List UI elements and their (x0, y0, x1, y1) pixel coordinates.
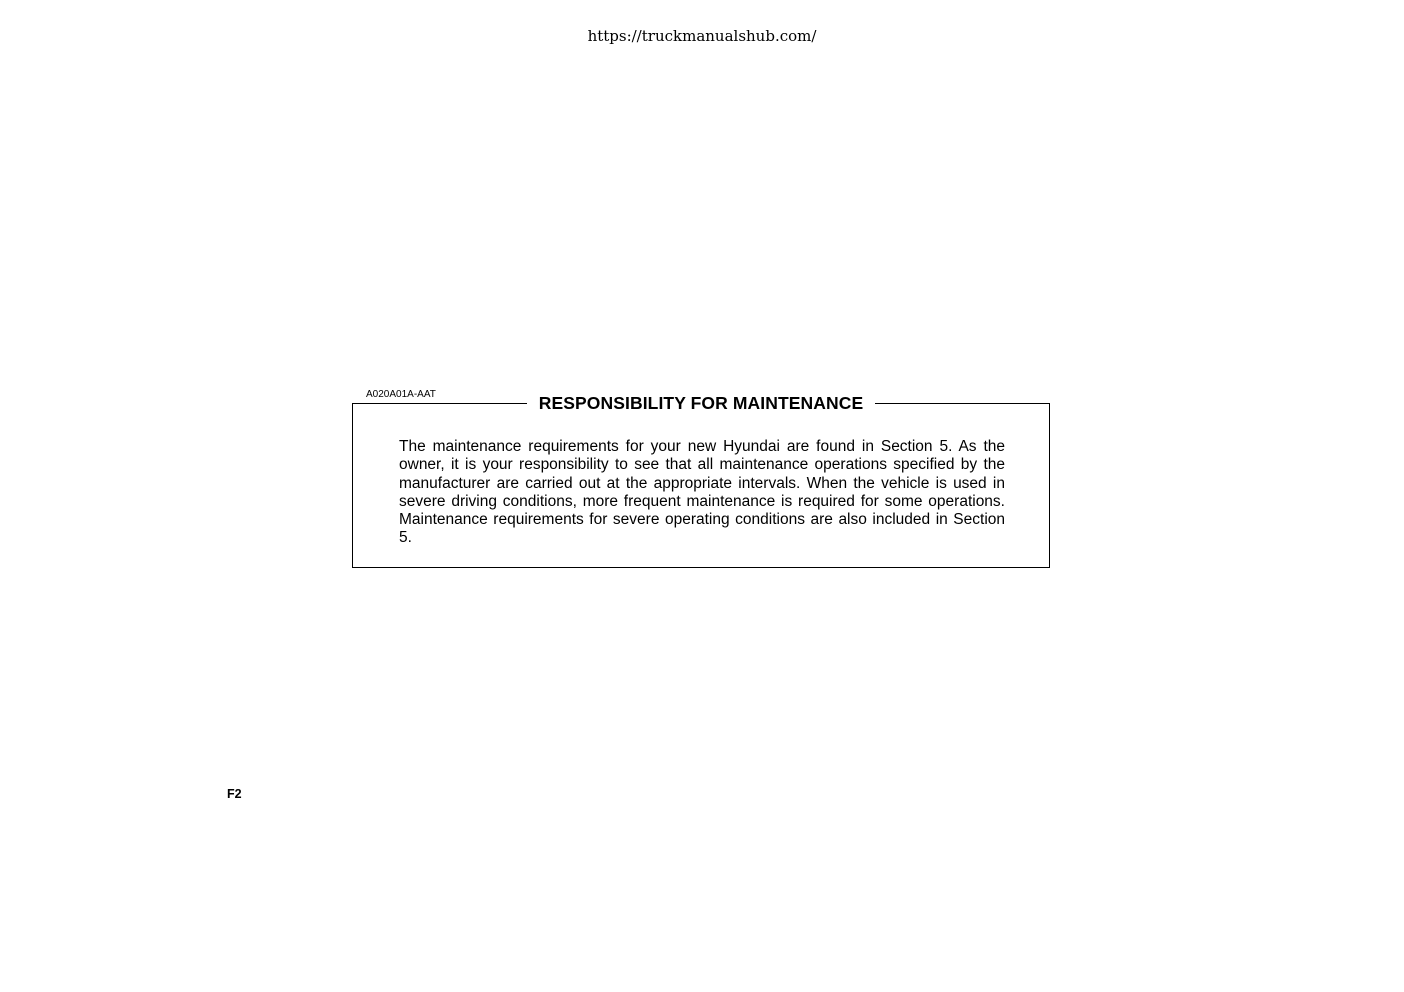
notice-title-wrapper (353, 391, 1049, 417)
document-code: A020A01A-AAT (366, 389, 436, 400)
notice-body-text: The maintenance requirements for your new Hyundai are found in Section 5. As the owner, it is your responsibility to see that all maintenance operations specified by the manufacturer are carried out at the appropriate intervals. When the vehicle is used in severe driving conditions, more frequent maintenance is required for some operations. Maintenance requirements for severe operating conditions are also included in Section 5. (399, 438, 1005, 547)
notice-title: RESPONSIBILITY FOR MAINTENANCE (527, 391, 876, 415)
page-number: F2 (227, 787, 242, 801)
site-url[interactable]: https://truckmanualshub.com/ (587, 27, 817, 45)
